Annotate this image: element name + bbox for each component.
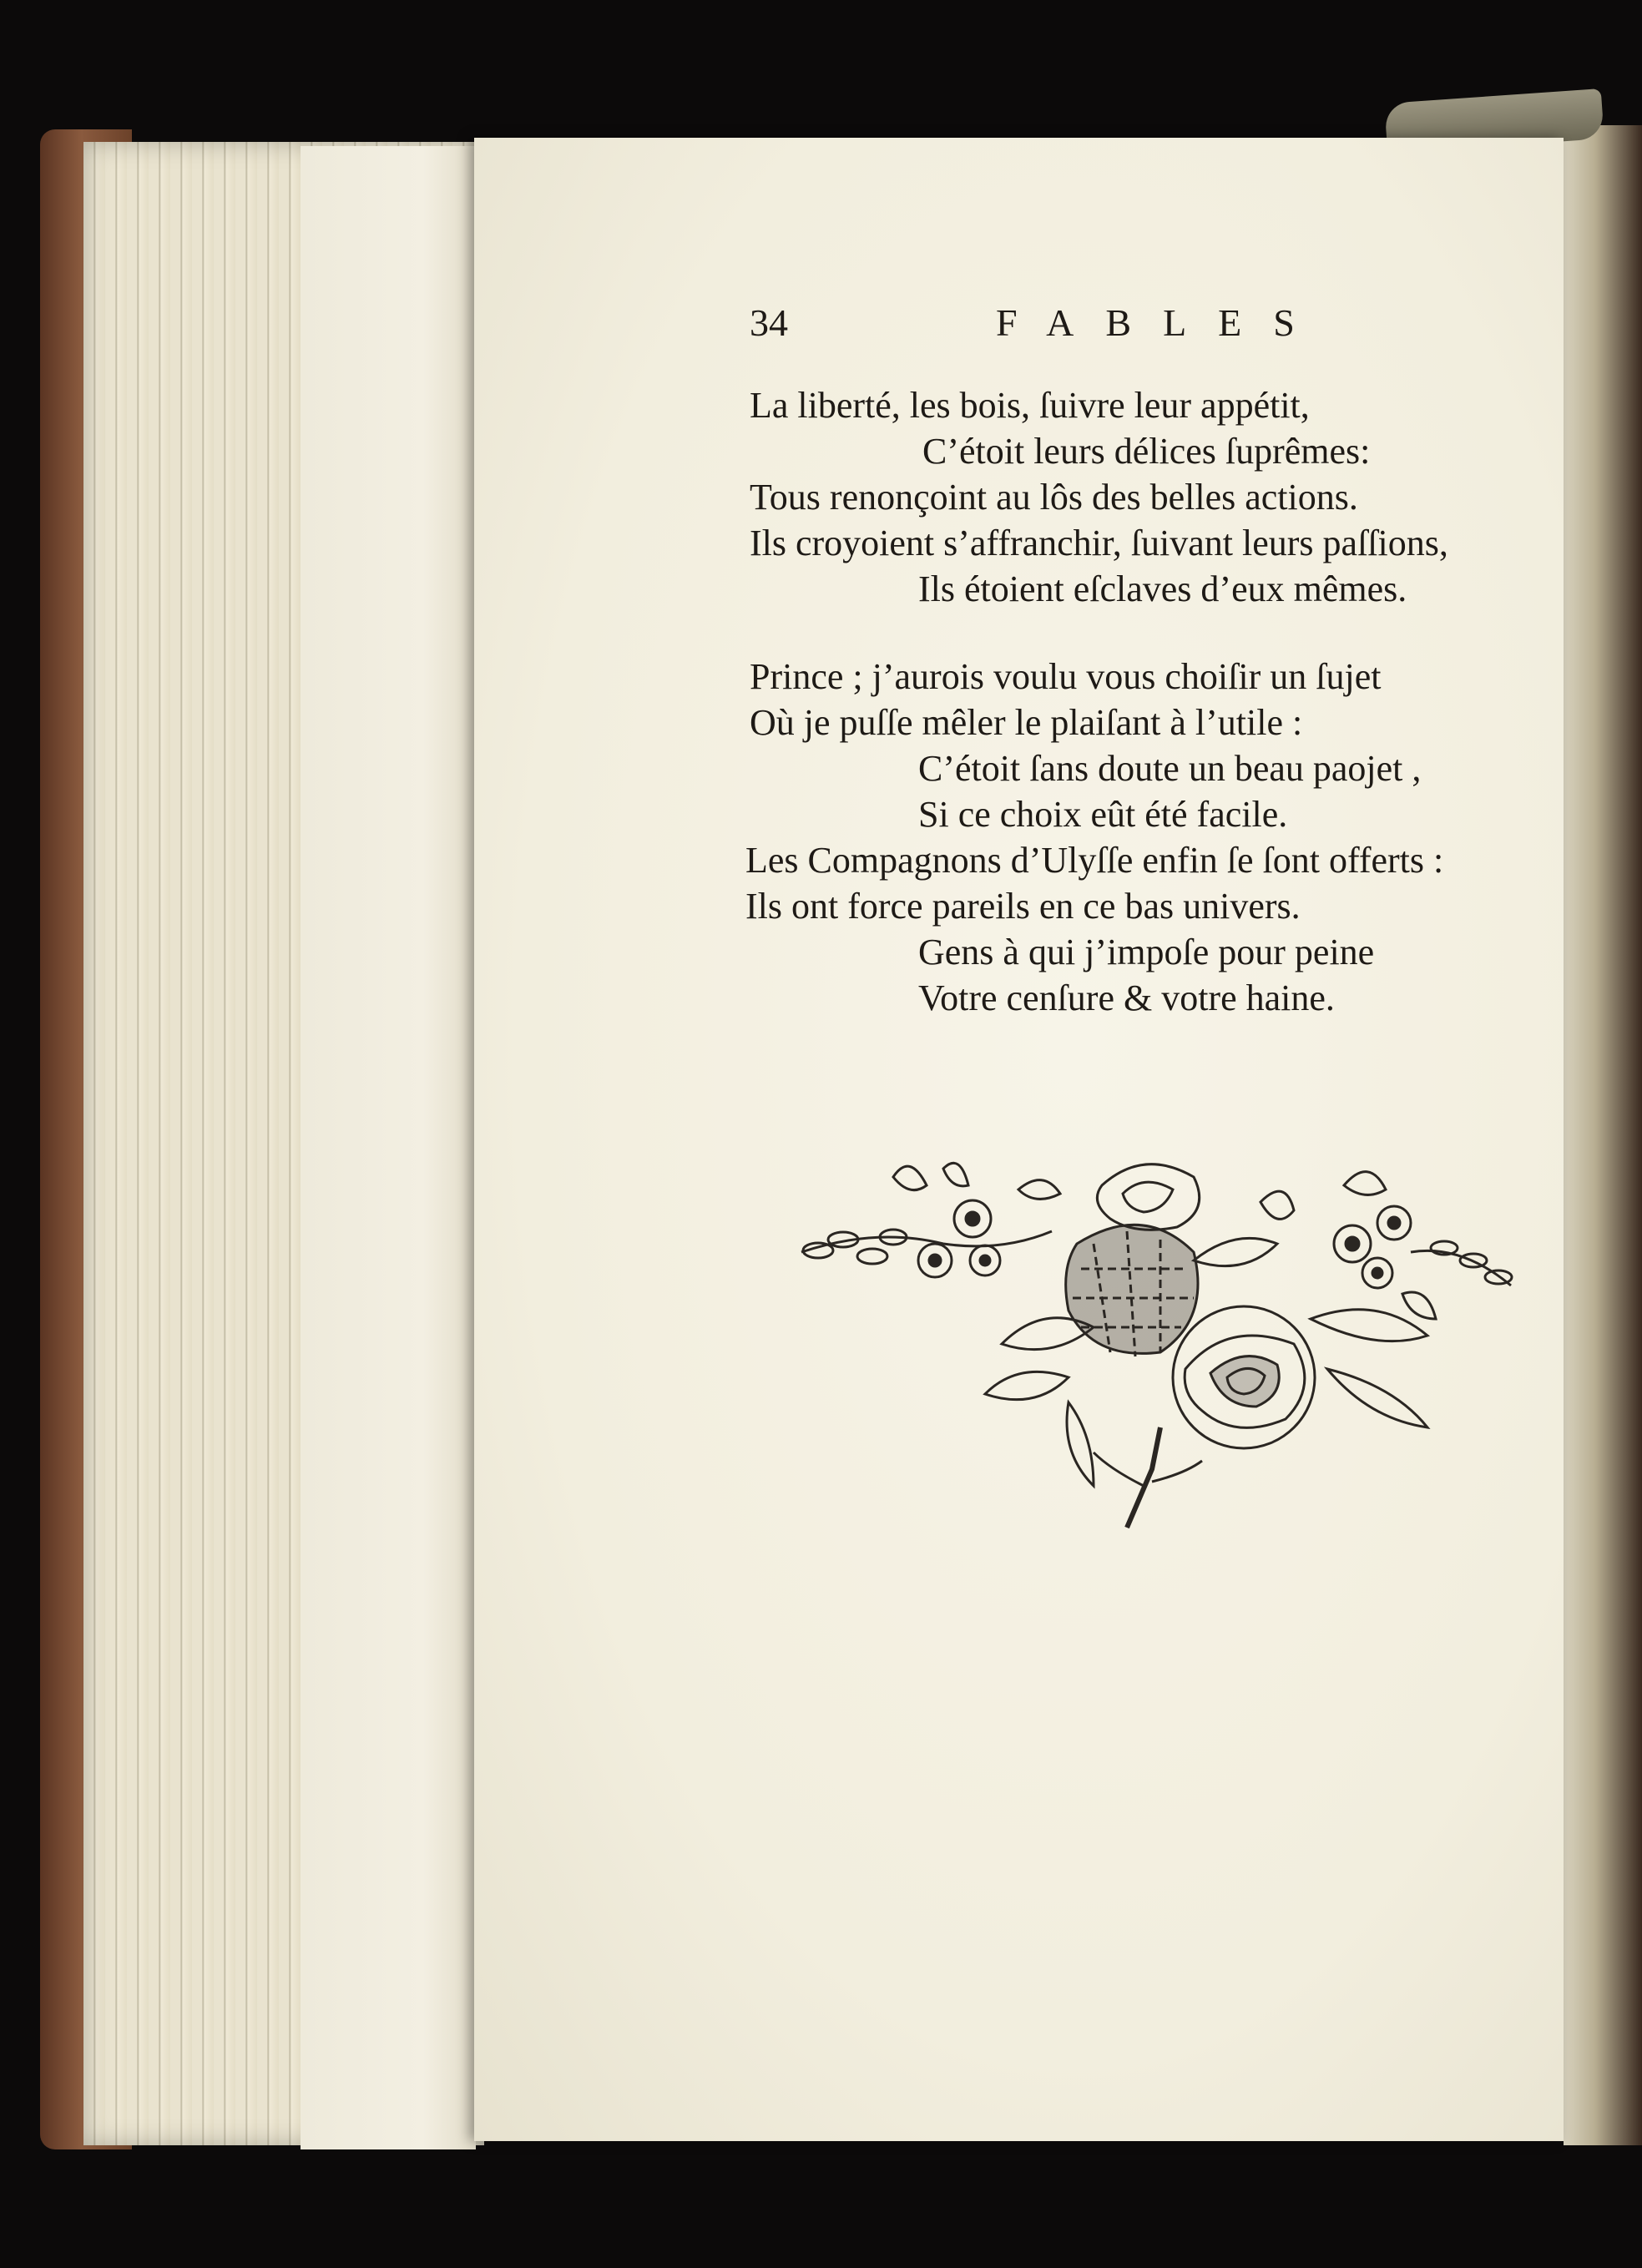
- right-page-edge: [1564, 125, 1642, 2145]
- verse-line: Les Compagnons d’Ulyſſe enfin ſe ſont offerts :: [745, 840, 1444, 881]
- running-head: [750, 301, 1367, 351]
- floral-bouquet-woodcut-icon: [793, 1152, 1519, 1544]
- verse-line: La liberté, les bois, ſuivre leur appétit,: [750, 385, 1310, 426]
- verse-line: C’étoit ſans doute un beau paojet ,: [918, 748, 1422, 789]
- verse-line: Tous renonçoint au lôs des belles actions.: [750, 477, 1358, 518]
- verse-line: Ils croyoient s’affranchir, ſuivant leurs paſſions,: [750, 523, 1448, 563]
- verse-line: Gens à qui j’impoſe pour peine: [918, 932, 1375, 972]
- page-header: FABLES: [996, 301, 1326, 344]
- verse-line: Où je puſſe mêler le plaiſant à l’utile :: [750, 702, 1303, 743]
- verse-line: Ils étoient eſclaves d’eux mêmes.: [918, 568, 1407, 609]
- verse-line: Votre cenſure & votre haine.: [918, 977, 1335, 1018]
- verse-line: Prince ; j’aurois voulu vous choiſir un ſujet: [750, 656, 1382, 697]
- left-blank-leaf: [301, 146, 476, 2149]
- verse-line: Si ce choix eût été facile.: [918, 794, 1288, 835]
- verse-line: C’étoit leurs délices ſuprêmes:: [922, 431, 1371, 472]
- verse-line: Ils ont force pareils en ce bas univers.: [745, 886, 1301, 927]
- page-number: 34: [750, 301, 788, 344]
